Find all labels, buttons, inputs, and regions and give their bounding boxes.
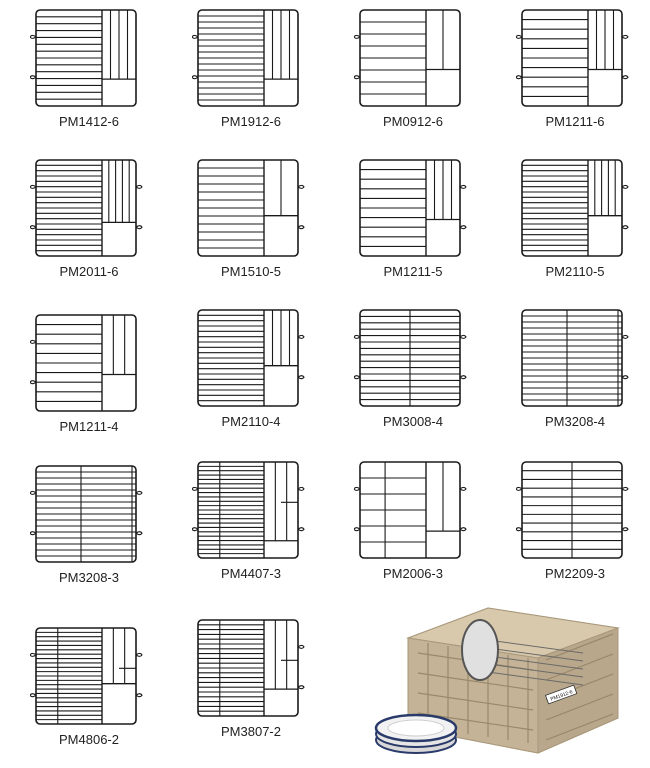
rack-diagram: [192, 308, 310, 408]
rack-item: [8, 150, 170, 300]
rack-label: PM2110-5: [545, 264, 605, 279]
rack-item: [332, 150, 494, 300]
rack-diagram: [354, 308, 472, 408]
rack-label: PM1510-5: [221, 264, 281, 279]
rack-diagram: [30, 8, 148, 108]
rack-diagram: [192, 460, 310, 560]
rack-diagram: [354, 8, 472, 108]
rack-diagram: [192, 618, 310, 718]
rack-label: PM3208-4: [545, 414, 605, 429]
rack-item: [332, 300, 494, 450]
rack-label: PM3807-2: [221, 724, 281, 739]
rack-item: [332, 0, 494, 150]
rack-label: PM2110-4: [221, 414, 281, 429]
rack-item: [8, 305, 170, 455]
rack-diagram: [192, 158, 310, 258]
rack-item: [8, 0, 170, 150]
rack-label: PM1211-4: [59, 419, 119, 434]
rack-diagram: [516, 460, 634, 560]
rack-label: PM2209-3: [545, 566, 605, 581]
plate-stack: [376, 715, 456, 753]
rack-label: PM0912-6: [383, 114, 443, 129]
rack-item: [170, 0, 332, 150]
rack-item: [8, 618, 170, 768]
rack-diagram: [516, 158, 634, 258]
rack-diagram: [516, 8, 634, 108]
rack-tag-text: PM1912-6: [549, 689, 574, 703]
dish-rack-photo: [368, 598, 638, 758]
rack-item: [170, 610, 332, 760]
rack-diagram: [30, 464, 148, 564]
rack-item: [494, 0, 650, 150]
rack-item: [170, 300, 332, 450]
rack-item: [170, 150, 332, 300]
rack-item: [494, 452, 650, 602]
rack-diagram: [30, 158, 148, 258]
rack-label: PM1412-6: [59, 114, 119, 129]
rack-item: [8, 456, 170, 606]
rack-diagram: [354, 460, 472, 560]
rack-diagram: [354, 158, 472, 258]
rack-label: PM2006-3: [383, 566, 443, 581]
rack-label: PM3008-4: [383, 414, 443, 429]
rack-item: [332, 452, 494, 602]
rack-label: PM1211-6: [545, 114, 605, 129]
rack-label: PM2011-6: [59, 264, 119, 279]
rack-item: [494, 150, 650, 300]
rack-label: PM1211-5: [383, 264, 443, 279]
rack-diagram: [192, 8, 310, 108]
rack-item: [170, 452, 332, 602]
rack-label: PM4806-2: [59, 732, 119, 747]
rack-label: PM3208-3: [59, 570, 119, 585]
rack-label: PM1912-6: [221, 114, 281, 129]
rack-diagram: [30, 626, 148, 726]
rack-diagram: [516, 308, 634, 408]
rack-item: [494, 300, 650, 450]
rack-label: PM4407-3: [221, 566, 281, 581]
rack-diagram: [30, 313, 148, 413]
